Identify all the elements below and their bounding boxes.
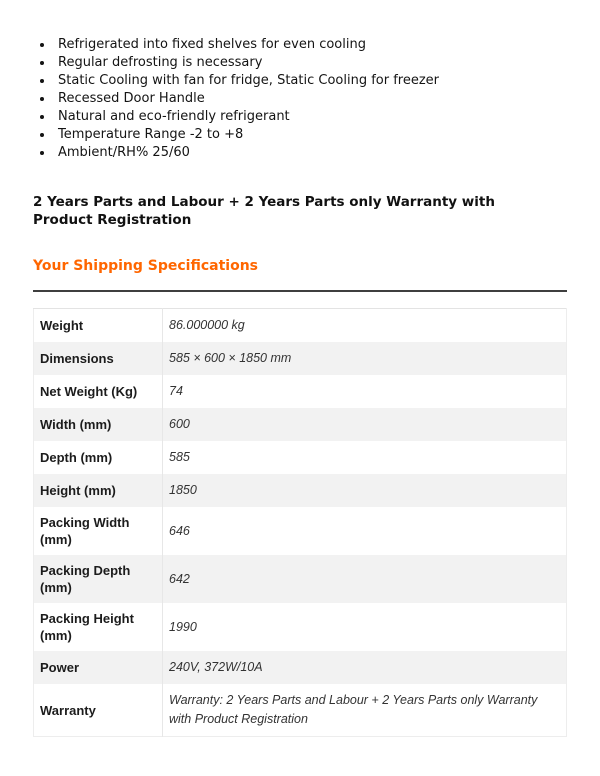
- warranty-summary-heading: 2 Years Parts and Labour + 2 Years Parts only Warranty with Product Registration: [33, 194, 495, 228]
- table-row: [34, 342, 567, 375]
- table-row: [34, 408, 567, 441]
- spec-value: 585: [163, 441, 567, 474]
- spec-label: Weight: [40, 318, 84, 333]
- spec-label: Dimensions: [40, 351, 114, 366]
- spec-value: 600: [163, 408, 567, 441]
- spec-label: Warranty: [40, 702, 96, 718]
- feature-item: • Ambient/RH% 25/60: [54, 144, 567, 162]
- table-row: [34, 375, 567, 408]
- feature-item: • Regular defrosting is necessary: [54, 54, 567, 72]
- feature-list: [33, 36, 567, 162]
- feature-item: • Refrigerated into fixed shelves for even cooling: [54, 36, 567, 54]
- table-row: [34, 684, 567, 737]
- shipping-specifications-heading: Your Shipping Specifications: [33, 258, 258, 274]
- spec-value: 74: [163, 375, 567, 408]
- spec-value: 240V, 372W/10A: [163, 651, 567, 684]
- spec-label: Power: [40, 660, 80, 675]
- table-row: [34, 651, 567, 684]
- table-row: [34, 309, 567, 343]
- feature-item: • Recessed Door Handle: [54, 90, 567, 108]
- spec-value: 642: [163, 555, 567, 603]
- feature-item: • Static Cooling with fan for fridge, Static Cooling for freezer: [54, 72, 567, 90]
- spec-value: 646: [163, 507, 567, 555]
- spec-label: Packing Depth (mm): [40, 563, 131, 595]
- table-row: [34, 507, 567, 555]
- table-row: [34, 603, 567, 651]
- spec-label: Packing Width (mm): [40, 515, 130, 547]
- feature-item: • Natural and eco-friendly refrigerant: [54, 108, 567, 126]
- spec-label: Net Weight (Kg): [40, 384, 138, 399]
- spec-label: Packing Height (mm): [40, 611, 134, 643]
- spec-value: Warranty: 2 Years Parts and Labour + 2 Years Parts only Warranty with Product Registration: [163, 684, 567, 737]
- shipping-specs-table: [33, 308, 567, 737]
- spec-value: 1990: [163, 603, 567, 651]
- section-divider: [33, 290, 567, 292]
- spec-value: 585 × 600 × 1850 mm: [163, 342, 567, 375]
- spec-label: Height (mm): [40, 483, 116, 498]
- table-row: [34, 441, 567, 474]
- spec-value: 1850: [163, 474, 567, 507]
- spec-label: Width (mm): [40, 417, 112, 432]
- table-row: [34, 474, 567, 507]
- table-row: [34, 555, 567, 603]
- spec-label: Depth (mm): [40, 450, 113, 465]
- spec-value: 86.000000 kg: [163, 309, 567, 343]
- feature-item: • Temperature Range -2 to +8: [54, 126, 567, 144]
- shipping-specs-table-body: [34, 309, 567, 737]
